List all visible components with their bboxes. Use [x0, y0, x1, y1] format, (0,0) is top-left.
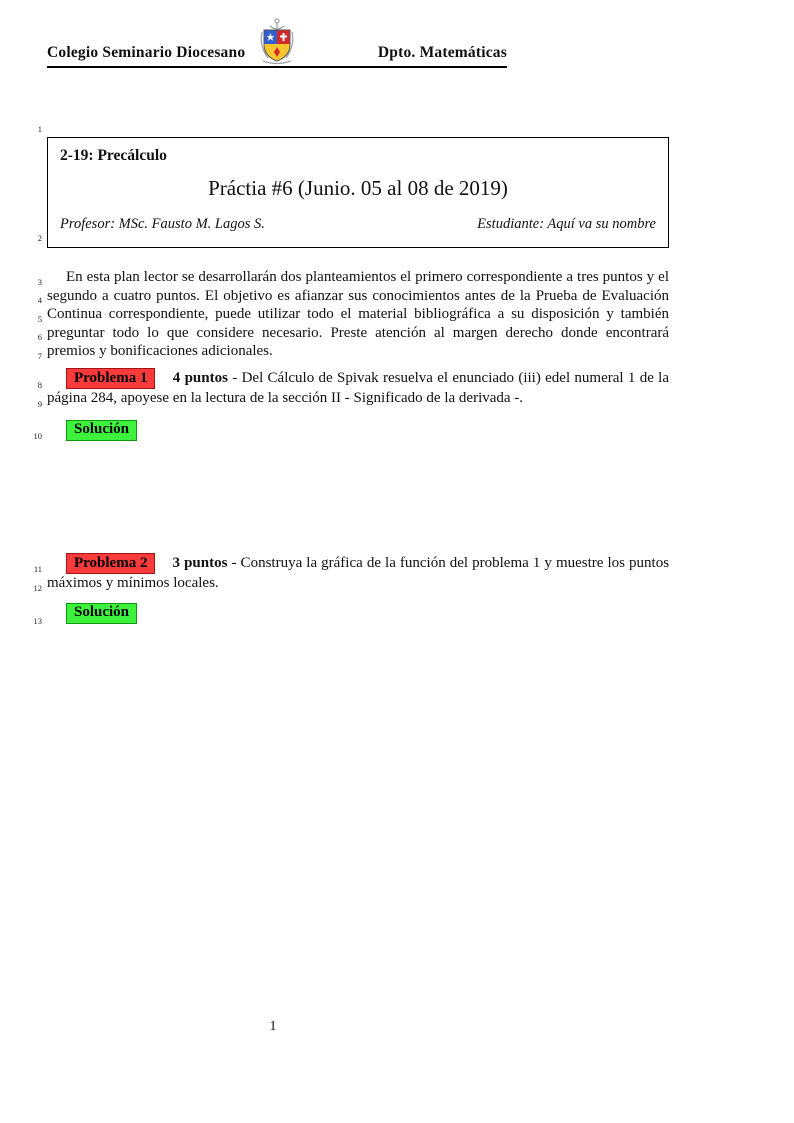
- problem-2: [47, 553, 669, 593]
- problem-2-points: 3 puntos: [172, 555, 228, 571]
- solucion-1-badge: Solución: [66, 420, 137, 441]
- solucion-2-badge: Solución: [66, 603, 137, 624]
- margin-line-number: 8: [37, 380, 42, 390]
- margin-line-number: 12: [33, 583, 42, 593]
- problem-2-text: - Construya la gráfica de la función del problema 1 y muestre los puntos máximos y mínimos locales.: [47, 555, 670, 591]
- page-header: [47, 16, 507, 68]
- margin-line-number: 7: [37, 351, 42, 361]
- course-label: 2-19: Precálculo: [60, 147, 167, 164]
- margin-line-number: 3: [37, 277, 42, 287]
- margin-line-number: 5: [37, 314, 42, 324]
- margin-line-number: 6: [37, 332, 42, 342]
- margin-line-number: 9: [37, 399, 42, 409]
- title-box: [47, 137, 669, 248]
- page-number: 1: [269, 1019, 277, 1034]
- margin-line-number: 4: [37, 295, 42, 305]
- margin-line-number: 11: [33, 564, 42, 574]
- margin-line-number: 2: [37, 233, 42, 243]
- margin-line-number: 10: [33, 431, 42, 441]
- school-crest-icon: [255, 17, 299, 65]
- margin-line-number: 1: [37, 124, 42, 134]
- student-name-placeholder: Estudiante: Aquí va su nombre: [477, 216, 656, 232]
- professor-name: Profesor: MSc. Fausto M. Lagos S.: [60, 216, 265, 232]
- problem-1: [47, 368, 669, 408]
- margin-line-number: 13: [33, 616, 42, 626]
- problem-1-points: 4 puntos: [172, 370, 228, 386]
- school-name: Colegio Seminario Diocesano: [47, 44, 246, 61]
- document-title: Práctia #6 (Junio. 05 al 08 de 2019): [208, 176, 508, 200]
- title-box-footer: [60, 216, 656, 233]
- problema-2-badge: Problema 2: [66, 553, 155, 574]
- department-name: Dpto. Matemáticas: [377, 44, 507, 61]
- problem-1-text: - Del Cálculo de Spivak resuelva el enunciado (iii) edel numeral 1 de la página 284, apoyese en la lectura de la sección II - Significado de la derivada -.: [47, 370, 669, 406]
- problema-1-badge: Problema 1: [66, 368, 155, 389]
- intro-paragraph: En esta plan lector se desarrollarán dos planteamientos el primero correspondiente a tres puntos y el segundo a cuatro puntos. El objetivo es afianzar sus conocimientos antes de la Prueba de Evaluación Continua correspondiente, puede utilizar todo el material bibliográfica a su disposición y también preguntar todo lo que considere necesario. Preste atención al margen derecho donde encontrará premios y bonificaciones adicionales.: [47, 269, 669, 360]
